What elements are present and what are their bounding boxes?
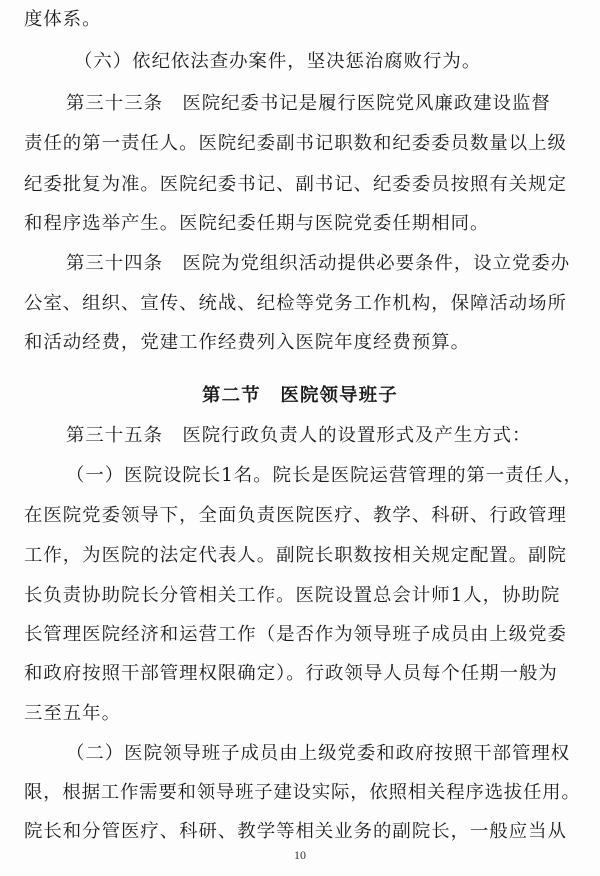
text-line: （六）依纪依法查办案件，坚决惩治腐败行为。: [74, 51, 482, 72]
article-33-line: 第三十三条 医院纪委书记是履行医院党风廉政建设监督: [66, 93, 551, 114]
text-line: 责任的第一责任人。医院纪委副书记职数和纪委委员数量以上级: [24, 133, 567, 154]
text-line: 院长和分管医疗、科研、教学等相关业务的副院长，一般应当从: [24, 821, 567, 842]
text-line: 和程序选举产生。医院纪委任期与医院党委任期相同。: [24, 213, 490, 234]
text-line: 和政府按照干部管理权限确定）。行政领导人员每个任期一般为: [24, 663, 558, 684]
text-line: 度体系。: [24, 9, 102, 30]
page-number: 10: [294, 848, 306, 862]
text-line: （二）医院领导班子成员由上级党委和政府按照干部管理权: [66, 743, 571, 764]
text-line: 在医院党委领导下，全面负责医院医疗、教学、科研、行政管理: [24, 505, 567, 526]
text-line: 公室、组织、宣传、统战、纪检等党务工作机构，保障活动场所: [24, 293, 567, 314]
text-line: 长管理医院经济和运营工作（是否作为领导班子成员由上级党委: [24, 624, 567, 645]
article-35-line: 第三十五条 医院行政负责人的设置形式及产生方式：: [66, 425, 532, 446]
section-heading: 第二节 医院领导班子: [202, 385, 398, 406]
article-34-line: 第三十四条 医院为党组织活动提供必要条件，设立党委办: [66, 253, 571, 274]
text-line: 长负责协助院长分管相关工作。医院设置总会计师1人，协助院: [24, 585, 561, 606]
text-line: 纪委批复为准。医院纪委书记、副书记、纪委委员按照有关规定: [24, 174, 567, 195]
text-line: 和活动经费，党建工作经费列入医院年度经费预算。: [24, 332, 470, 353]
text-line: （一）医院设院长1名。院长是医院运营管理的第一责任人，: [66, 465, 583, 486]
text-line: 限，根据工作需要和领导班子建设实际，依照相关程序选拔任用。: [24, 782, 581, 803]
text-line: 三至五年。: [24, 703, 121, 724]
text-line: 工作，为医院的法定代表人。副院长职数按相关规定配置。副院: [24, 545, 567, 566]
